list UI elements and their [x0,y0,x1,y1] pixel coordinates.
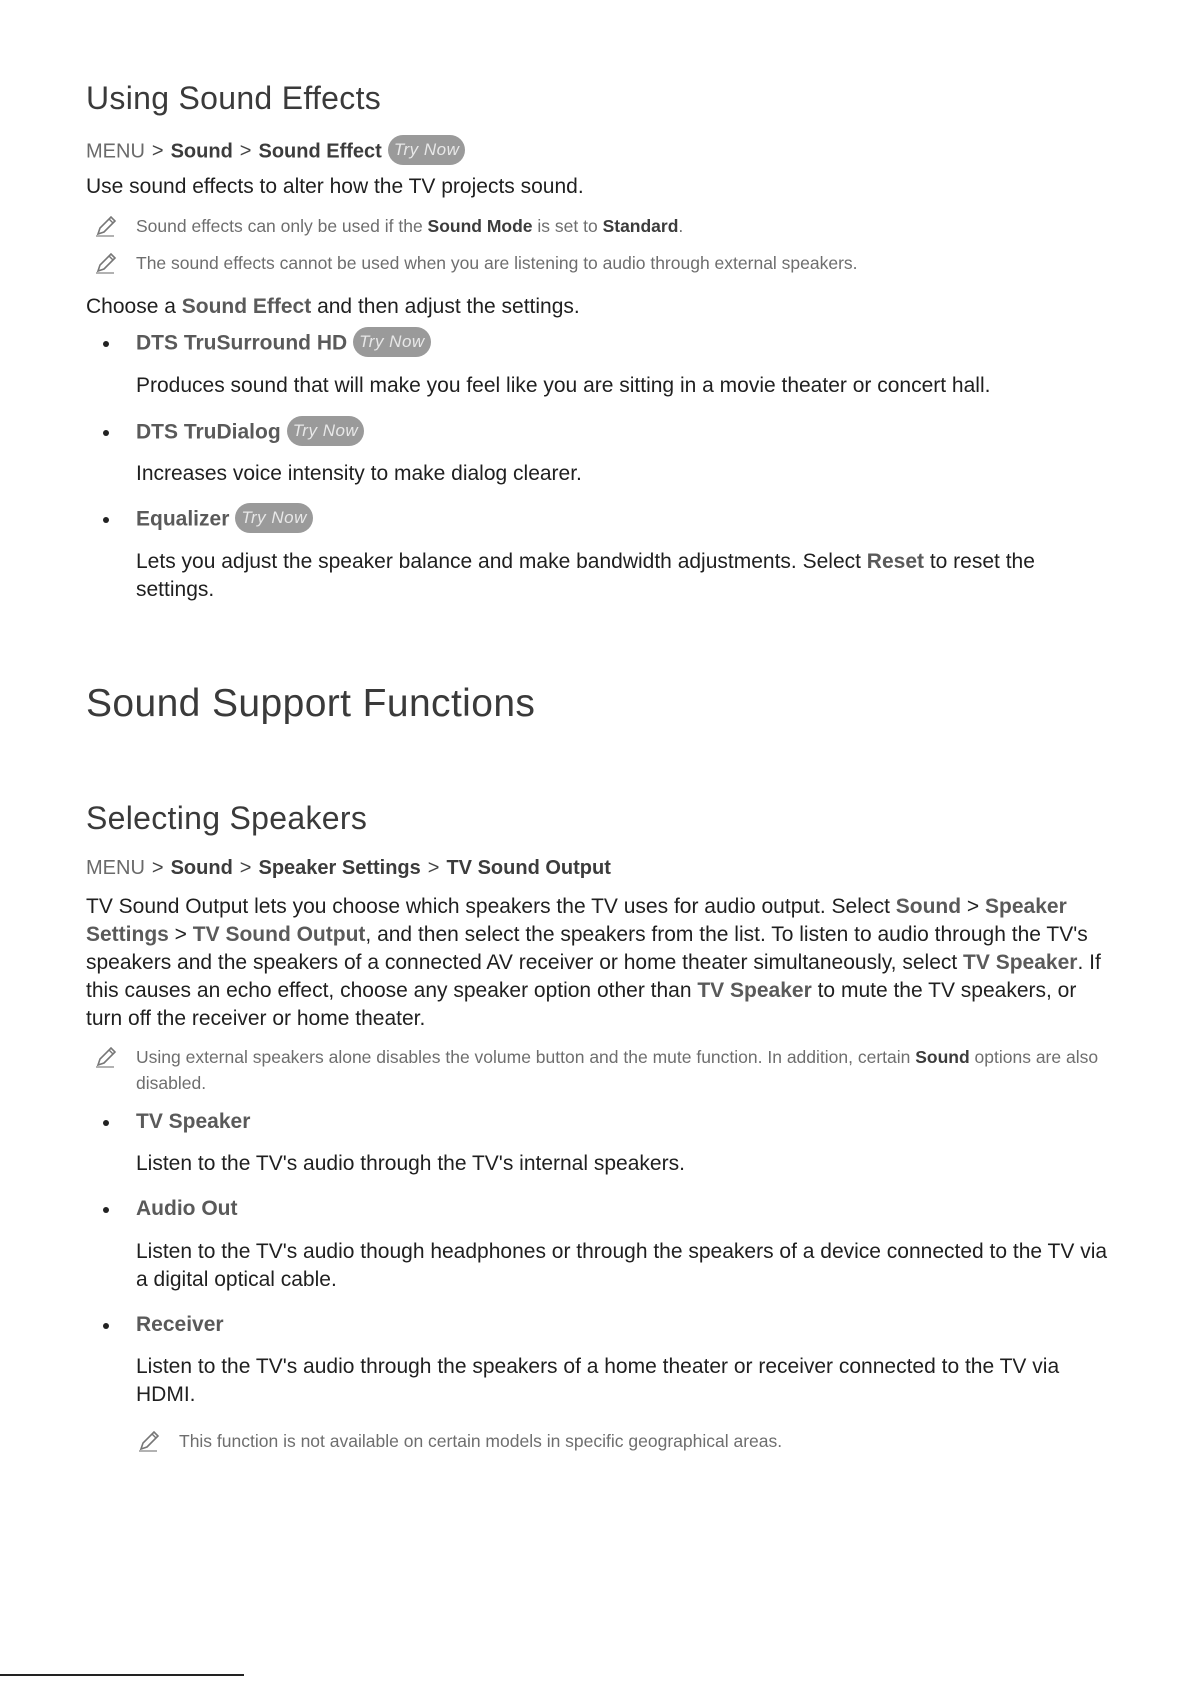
pencil-note-icon [94,214,120,238]
list-item [86,1108,1116,1138]
bullet-icon [103,1120,109,1126]
path-item-sound-effect: Sound Effect [258,140,382,163]
note-text: is set to [532,216,603,236]
bullet-icon [103,341,109,347]
path-item-sound: Sound [170,140,233,163]
inline-highlight: Reset [866,550,924,573]
pencil-note-icon [94,251,120,275]
pencil-note-icon [137,1429,163,1453]
option-label: Audio Out [136,1197,238,1220]
menu-path [86,137,465,167]
path-separator: > [239,140,252,163]
bullet-icon [103,430,109,436]
bullet-icon [103,517,109,523]
path-item-speaker-settings: Speaker Settings [258,857,421,879]
try-now-button[interactable]: Try Now [235,503,313,533]
path-separator: > [427,857,440,879]
list-item [86,1195,1116,1225]
note [129,1428,1116,1454]
option-description: Listen to the TV's audio through the speakers of a home theater or receiver connected to the TV via HDMI. [136,1355,1060,1406]
option-description: Produces sound that will make you feel like you are sitting in a movie theater or concert hall. [136,374,991,397]
inline-highlight: Sound Effect [181,295,312,318]
note [86,213,1116,239]
note-text: Using external speakers alone disables the volume button and the mute function. In addition, certain [136,1047,916,1067]
list-item [86,329,1116,363]
option-label: TV Speaker [136,1110,251,1133]
try-now-button[interactable]: Try Now [388,135,466,165]
note-text: This function is not available on certain models in specific geographical areas. [179,1431,783,1451]
chapter-title: Sound Support Functions [86,682,536,725]
pencil-note-icon [94,1045,120,1069]
path-separator: > [151,857,164,879]
list-item [86,505,1116,539]
option-label: DTS TruSurround HD Try Now [136,329,431,359]
note-text: options are also disabled. [136,1047,1099,1093]
option-description: Listen to the TV's audio though headphones or through the speakers of a device connected to the TV via a digital optical cable. [136,1240,1108,1291]
try-now-button[interactable]: Try Now [287,416,365,446]
note-text: Sound effects can only be used if the [136,216,428,236]
list-item [86,418,1116,452]
try-now-button[interactable]: Try Now [353,327,431,357]
option-label: Equalizer Try Now [136,505,313,535]
section-title-sound-effects: Using Sound Effects [86,80,382,116]
note-highlight: Sound Mode [427,216,533,236]
option-description: Lets you adjust the speaker balance and make bandwidth adjustments. Select Reset to reset the settings. [136,550,1035,601]
footer-divider [0,1674,244,1676]
bullet-icon [103,1207,109,1213]
choose-text: Choose a Sound Effect and then adjust the settings. [86,295,580,318]
path-menu: MENU [86,140,145,163]
option-description: Listen to the TV's audio through the TV's internal speakers. [136,1152,685,1175]
option-description: Increases voice intensity to make dialog clearer. [136,462,582,485]
path-separator: > [239,857,252,879]
option-label: Receiver [136,1313,224,1336]
intro-text: Use sound effects to alter how the TV projects sound. [86,175,584,198]
section-title-selecting-speakers: Selecting Speakers [86,800,368,836]
list-item [86,1311,1116,1341]
bullet-icon [103,1323,109,1329]
note [86,1044,1116,1096]
note-text: The sound effects cannot be used when you are listening to audio through external speakers. [136,253,858,273]
path-item-sound: Sound [170,857,233,879]
path-separator: > [151,140,164,163]
menu-path [86,857,611,880]
path-item-tv-sound-output: TV Sound Output [446,857,611,879]
note-text: . [678,216,684,236]
note-highlight: Sound [915,1047,970,1067]
note-highlight: Standard [602,216,679,236]
body-paragraph: TV Sound Output lets you choose which speakers the TV uses for audio output. Select Sound > Speaker Settings > TV Sound Output, and then select the speakers from the list. To listen to audio through the TV's speakers and the speakers of a connected AV receiver or home theater simultaneously, select TV Speaker. If this causes an echo effect, choose any speaker option other than TV Speaker to mute the TV speakers, or turn off the receiver or home theater. [86,895,1101,1030]
option-label: DTS TruDialog Try Now [136,418,364,448]
note [86,250,1116,276]
path-menu: MENU [86,857,145,879]
